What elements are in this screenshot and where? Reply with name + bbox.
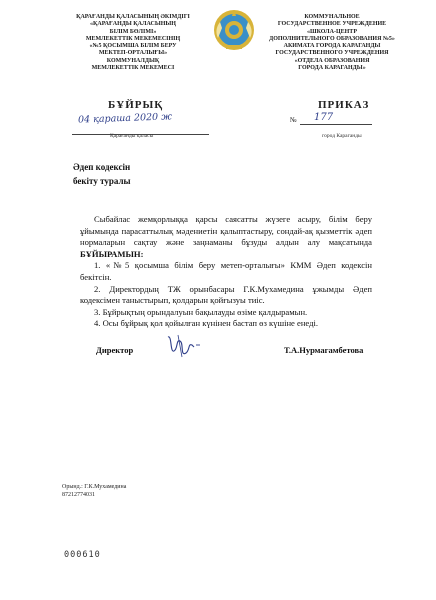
header-left-line: МЕКТЕП-ОРТАЛЫҒЫ»: [98, 50, 168, 57]
header-left-line: «ҚАРАҒАНДЫ ҚАЛАСЫНЫҢ: [90, 21, 176, 28]
header-left-line: МЕМЛЕКЕТТІК МЕКЕМЕСІНІҢ: [85, 35, 181, 42]
header-right-line: КОММУНАЛЬНОЕ: [304, 14, 360, 20]
preamble-text: Сыбайлас жемқорлыққа қарсы саясатты жүзеге асыру, білім беру ұйымында парасаттылық мәдениетін қалыптастыру, сондай-ақ қызметтік әдеп нормаларын сақтау және заңнаманы бұзуды алдын алу мақсатында: [80, 214, 372, 248]
header-right-line: ГОРОДА КАРАГАНДЫ»: [298, 65, 366, 72]
order-subject: [73, 160, 131, 188]
header-right: [266, 14, 398, 72]
city-ru: город Караганды: [322, 133, 362, 139]
number-underline: [300, 124, 372, 125]
subject-line: бекіту туралы: [73, 176, 131, 186]
preamble-paragraph: [80, 214, 372, 260]
order-title-ru: ПРИКАЗ: [318, 99, 370, 111]
executor-footer: [62, 483, 126, 499]
number-sign: №: [290, 116, 297, 124]
header-left-line: МЕМЛЕКЕТТІК МЕКЕМЕСІ: [91, 65, 175, 72]
signer-title: Директор: [96, 345, 134, 355]
header-left: [58, 14, 208, 72]
header-right-line: «ОТДЕЛА ОБРАЗОВАНИЯ: [294, 57, 370, 64]
signer-name: Т.А.Нурмагамбетова: [284, 345, 364, 355]
header-left-line: БІЛІМ БӨЛІМІ»: [109, 28, 157, 35]
header-right-line: ДОПОЛНИТЕЛЬНОГО ОБРАЗОВАНИЯ №5»: [269, 35, 395, 42]
order-title-kz: БҰЙРЫҚ: [108, 99, 164, 111]
order-item-4: 4. Осы бұйрық қол қойылған күнінен бастап өз күшіне енеді.: [94, 318, 319, 329]
header-right-line: «ШКОЛА-ЦЕНТР: [307, 28, 357, 35]
header-left-line: «№5 ҚОСЫМША БІЛІМ БЕРУ: [89, 43, 177, 50]
header-right-line: ГОСУДАРСТВЕННОГО УЧРЕЖДЕНИЯ: [275, 50, 389, 57]
registration-number: 000610: [64, 550, 101, 560]
header-right-line: ГОСУДАРСТВЕННОЕ УЧРЕЖДЕНИЕ: [277, 21, 387, 28]
executor-phone: 87212774031: [62, 492, 95, 498]
executor-name: Орынд.: Г.К.Мухамедина: [62, 484, 127, 490]
header-right-line: АКИМАТА ГОРОДА КАРАГАНДЫ: [283, 43, 381, 50]
header-left-line: ҚАРАҒАНДЫ ҚАЛАСЫНЫҢ ӘКІМДІГІ: [76, 14, 190, 20]
subject-line: Әдеп кодексін: [73, 162, 131, 172]
handwritten-date: 04 қараша 2020 ж: [77, 111, 173, 126]
header-left-line: КОММУНАЛДЫҚ: [106, 57, 160, 64]
order-body: [80, 214, 372, 330]
signature-icon: [160, 331, 216, 361]
order-item-3: 3. Бұйрықтың орындалуын бақылауды өзіме қалдырамын.: [94, 306, 308, 317]
state-emblem-icon: [212, 8, 256, 52]
order-word: БҰЙЫРАМЫН:: [80, 248, 144, 259]
order-item-2: 2. Директордың ТЖ орынбасары Г.К.Мухамедина ұжымды Әдеп кодексімен таныстырып, қолдарын қойғызуы тиіс.: [80, 283, 372, 306]
handwritten-number: 177: [314, 112, 334, 123]
city-kz: Қарағанды қаласы: [110, 133, 154, 139]
order-item-1: 1. «№5 қосымша білім беру метеп-орталығы» КММ Әдеп кодексін бекітсін.: [80, 260, 372, 282]
